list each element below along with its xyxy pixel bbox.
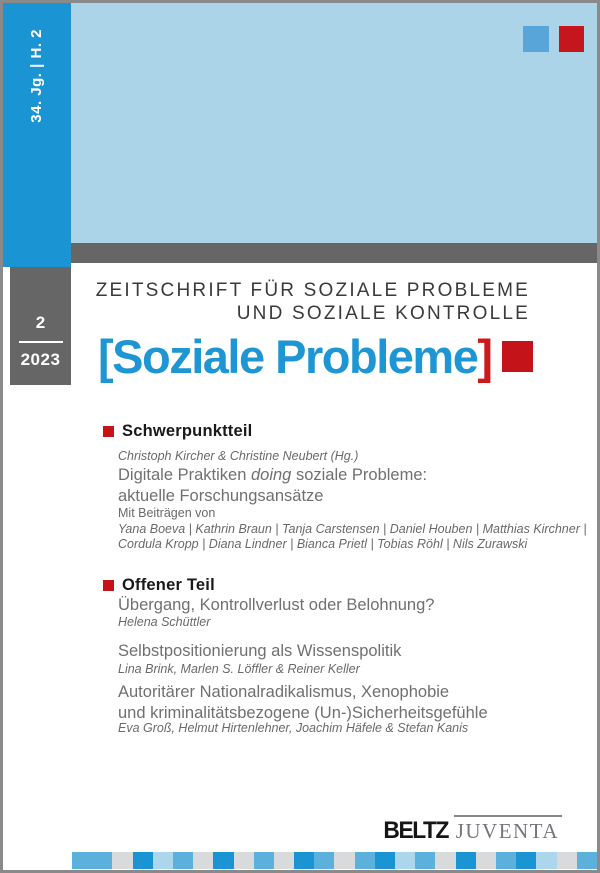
red-square-bullet-icon [103, 580, 114, 591]
checker-cell [375, 852, 395, 869]
checker-cell [153, 852, 173, 869]
spine-label: 34. Jg. | H. 2 [28, 29, 45, 123]
issue-year: 2023 [20, 350, 61, 369]
checker-cell [213, 852, 233, 869]
section-heading: Schwerpunktteil [122, 422, 253, 440]
article-authors: Lina Brink, Marlen S. Löffler & Reiner Keller [118, 662, 360, 676]
checker-cell [274, 852, 294, 869]
checker-cell [254, 852, 274, 869]
section-heading: Offener Teil [122, 576, 215, 594]
issue-box [10, 267, 71, 385]
section-schwerpunktteil [103, 422, 252, 441]
corner-square-blue [523, 26, 549, 52]
checker-cell [456, 852, 476, 869]
checker-cell [395, 852, 415, 869]
journal-title [98, 330, 533, 383]
checker-cell [173, 852, 193, 869]
journal-subtitle-line1: ZEITSCHRIFT FÜR SOZIALE PROBLEME [95, 280, 530, 301]
checker-cell [435, 852, 455, 869]
checker-cell [193, 852, 213, 869]
checker-cell [92, 852, 112, 869]
checker-cell [133, 852, 153, 869]
schwerpunkt-title: Digitale Praktiken doing soziale Probleme: aktuelle Forschungsansätze [118, 466, 428, 505]
contributors-line1: Yana Boeva | Kathrin Braun | Tanja Carstensen | Daniel Houben | Matthias Kirchner | [118, 521, 587, 536]
contributors-line2: Cordula Kropp | Diana Lindner | Bianca Prietl | Tobias Röhl | Nils Zurawski [118, 537, 528, 551]
checker-cell [294, 852, 314, 869]
section-offener-teil [103, 576, 215, 595]
corner-square-red [559, 26, 584, 52]
checker-cell [112, 852, 132, 869]
contributors [118, 506, 587, 553]
article-authors: Eva Groß, Helmut Hirtenlehner, Joachim Häfele & Stefan Kanis [118, 721, 469, 735]
checker-strip [72, 852, 597, 869]
spine-bar [3, 3, 71, 267]
article-title: Autoritärer Nationalradikalismus, Xenophobie und kriminalitätsbezogene (Un-)Sicherheitsgefühle [118, 683, 488, 722]
schwerpunkt-title-line2: aktuelle Forschungsansätze [118, 487, 324, 505]
red-square-bullet-icon [103, 426, 114, 437]
article-title: Übergang, Kontrollverlust oder Belohnung? [118, 596, 435, 614]
journal-subtitle [96, 279, 530, 325]
checker-cell [314, 852, 334, 869]
issue-number: 2 [35, 313, 46, 332]
checker-cell [496, 852, 516, 869]
publisher-juventa: JUVENTA [454, 815, 562, 844]
schwerpunkt-editors: Christoph Kircher & Christine Neubert (Hg.) [118, 449, 359, 463]
checker-cell [536, 852, 556, 869]
contributors-intro: Mit Beiträgen von [118, 506, 216, 520]
publisher-beltz: BELTZ [383, 817, 448, 844]
checker-cell [355, 852, 375, 869]
checker-cell [72, 852, 92, 869]
article-title: Selbstpositionierung als Wissenspolitik [118, 642, 402, 660]
checker-cell [234, 852, 254, 869]
checker-cell [557, 852, 577, 869]
checker-cell [476, 852, 496, 869]
article-authors: Helena Schüttler [118, 615, 211, 629]
title-bracket-left: [ [98, 330, 113, 383]
journal-subtitle-line2: UND SOZIALE KONTROLLE [236, 303, 530, 324]
checker-cell [577, 852, 597, 869]
publisher-logo [380, 815, 562, 845]
checker-cell [334, 852, 354, 869]
checker-cell [415, 852, 435, 869]
divider-band [71, 243, 597, 263]
title-bracket-right: ] [477, 330, 492, 383]
checker-cell [516, 852, 536, 869]
top-banner [71, 3, 597, 243]
issue-divider [19, 341, 63, 343]
title-red-square-icon [502, 341, 533, 372]
journal-title-text: [Soziale Probleme] [98, 330, 492, 383]
